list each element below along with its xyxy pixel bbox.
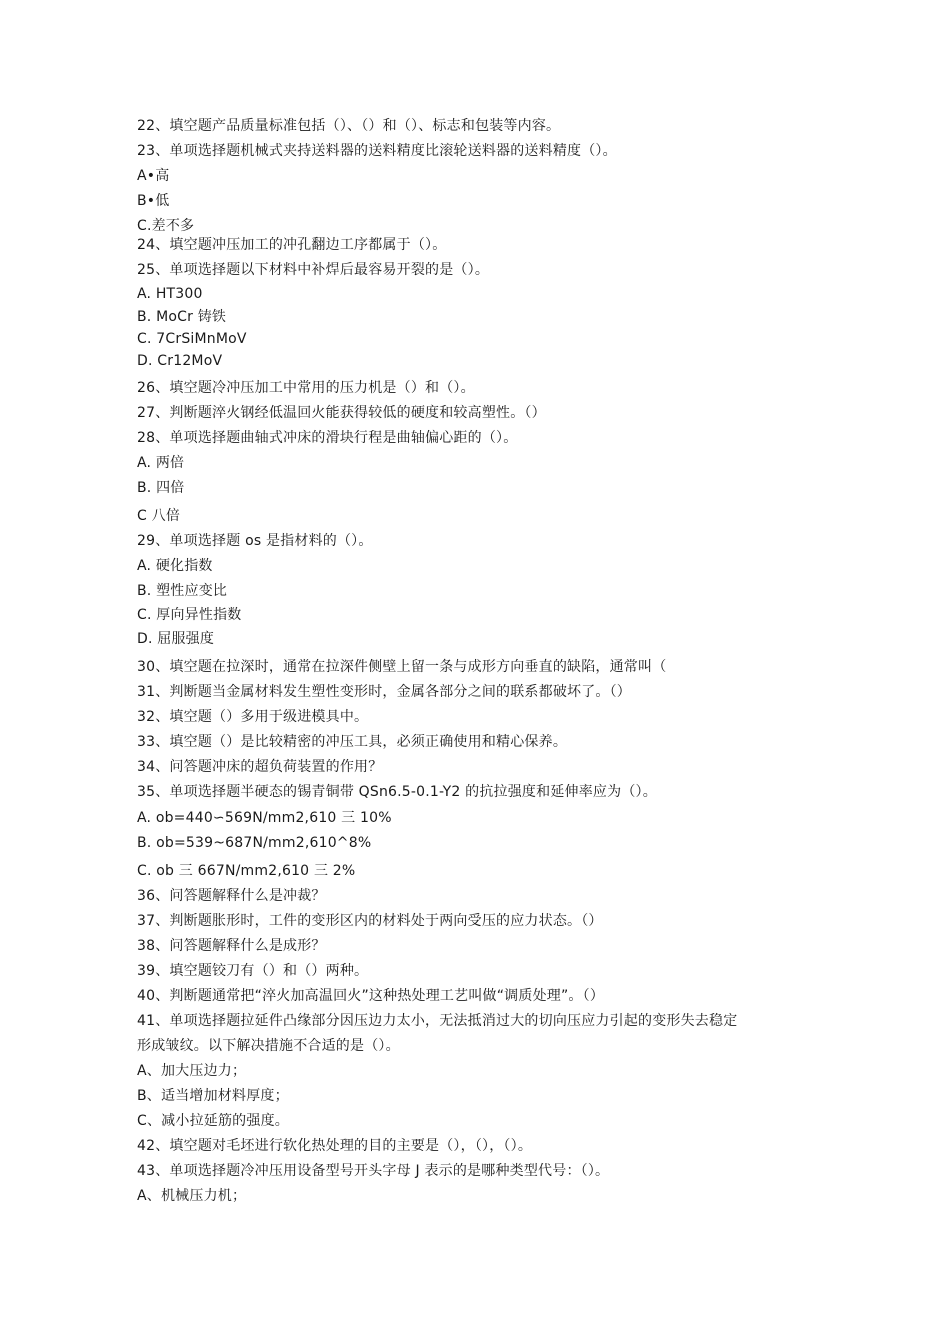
question-22: 22、填空题产品质量标准包括（）、（）和（）、标志和包装等内容。 (137, 118, 561, 134)
question-26: 26、填空题冷冲压加工中常用的压力机是（）和（）。 (137, 380, 475, 396)
question-43: 43、单项选择题冷冲压用设备型号开头字母 J 表示的是哪种类型代号：（）。 (137, 1163, 610, 1179)
question-33: 33、填空题（）是比较精密的冲压工具，必须正确使用和精心保养。 (137, 734, 568, 750)
option-line: A. 两倍 (137, 455, 185, 471)
option-line: C. 7CrSiMnMoV (137, 331, 247, 347)
question-28: 28、单项选择题曲轴式冲床的滑块行程是曲轴偏心距的（）。 (137, 430, 518, 446)
question-36: 36、问答题解释什么是冲裁？ (137, 888, 326, 904)
option-line: A. 硬化指数 (137, 558, 213, 574)
option-line: B. ob=539~687N/mm2,610^8% (137, 835, 372, 851)
question-25: 25、单项选择题以下材料中补焊后最容易开裂的是（）。 (137, 262, 490, 278)
option-line: A. HT300 (137, 286, 203, 302)
option-line: D. Cr12MoV (137, 353, 223, 369)
option-line: B. 塑性应变比 (137, 583, 228, 599)
option-line: C 八倍 (137, 508, 181, 524)
option-line: B. MoCr 铸铁 (137, 309, 227, 325)
question-30: 30、填空题在拉深时，通常在拉深件侧壁上留一条与成形方向垂直的缺陷，通常叫（ (137, 659, 667, 675)
question-32: 32、填空题（）多用于级进模具中。 (137, 709, 369, 725)
question-35: 35、单项选择题半硬态的锡青铜带 QSn6.5-0.1-Y2 的抗拉强度和延伸率应为（）。 (137, 784, 657, 800)
question-41: 41、单项选择题拉延件凸缘部分因压边力太小，无法抵消过大的切向压应力引起的变形失去稳定 (137, 1013, 738, 1029)
option-line: D. 屈服强度 (137, 631, 215, 647)
option-line: C、减小拉延筋的强度。 (137, 1113, 289, 1129)
question-38: 38、问答题解释什么是成形？ (137, 938, 326, 954)
option-line: A、加大压边力； (137, 1063, 247, 1079)
question-24: 24、填空题冲压加工的冲孔翻边工序都属于（）。 (137, 237, 447, 253)
option-line: C. ob 三 667N/mm2,610 三 2% (137, 863, 356, 879)
option-line: A•高 (137, 168, 170, 184)
option-line: B、适当增加材料厚度； (137, 1088, 289, 1104)
option-line: B. 四倍 (137, 480, 185, 496)
question-41-continued: 形成皱纹。以下解决措施不合适的是（）。 (137, 1038, 400, 1054)
option-line: B•低 (137, 193, 170, 209)
question-29: 29、单项选择题 os 是指材料的（）。 (137, 533, 373, 549)
question-27: 27、判断题淬火钢经低温回火能获得较低的硬度和较高塑性。（） (137, 405, 546, 421)
question-31: 31、判断题当金属材料发生塑性变形时，金属各部分之间的联系都破坏了。（） (137, 684, 632, 700)
question-23: 23、单项选择题机械式夹持送料器的送料精度比滚轮送料器的送料精度（）。 (137, 143, 617, 159)
question-40: 40、判断题通常把“淬火加高温回火”这种热处理工艺叫做“调质处理”。（） (137, 988, 605, 1004)
option-line: A、机械压力机； (137, 1188, 247, 1204)
question-34: 34、问答题冲床的超负荷装置的作用？ (137, 759, 383, 775)
question-42: 42、填空题对毛坯进行软化热处理的目的主要是（），（），（）。 (137, 1138, 533, 1154)
option-line: A. ob=440∽569N/mm2,610 三 10% (137, 810, 392, 826)
option-line: C. 厚向异性指数 (137, 607, 242, 623)
option-line: C.差不多 (137, 218, 195, 234)
question-37: 37、判断题胀形时，工件的变形区内的材料处于两向受压的应力状态。（） (137, 913, 603, 929)
question-39: 39、填空题铰刀有（）和（）两种。 (137, 963, 369, 979)
